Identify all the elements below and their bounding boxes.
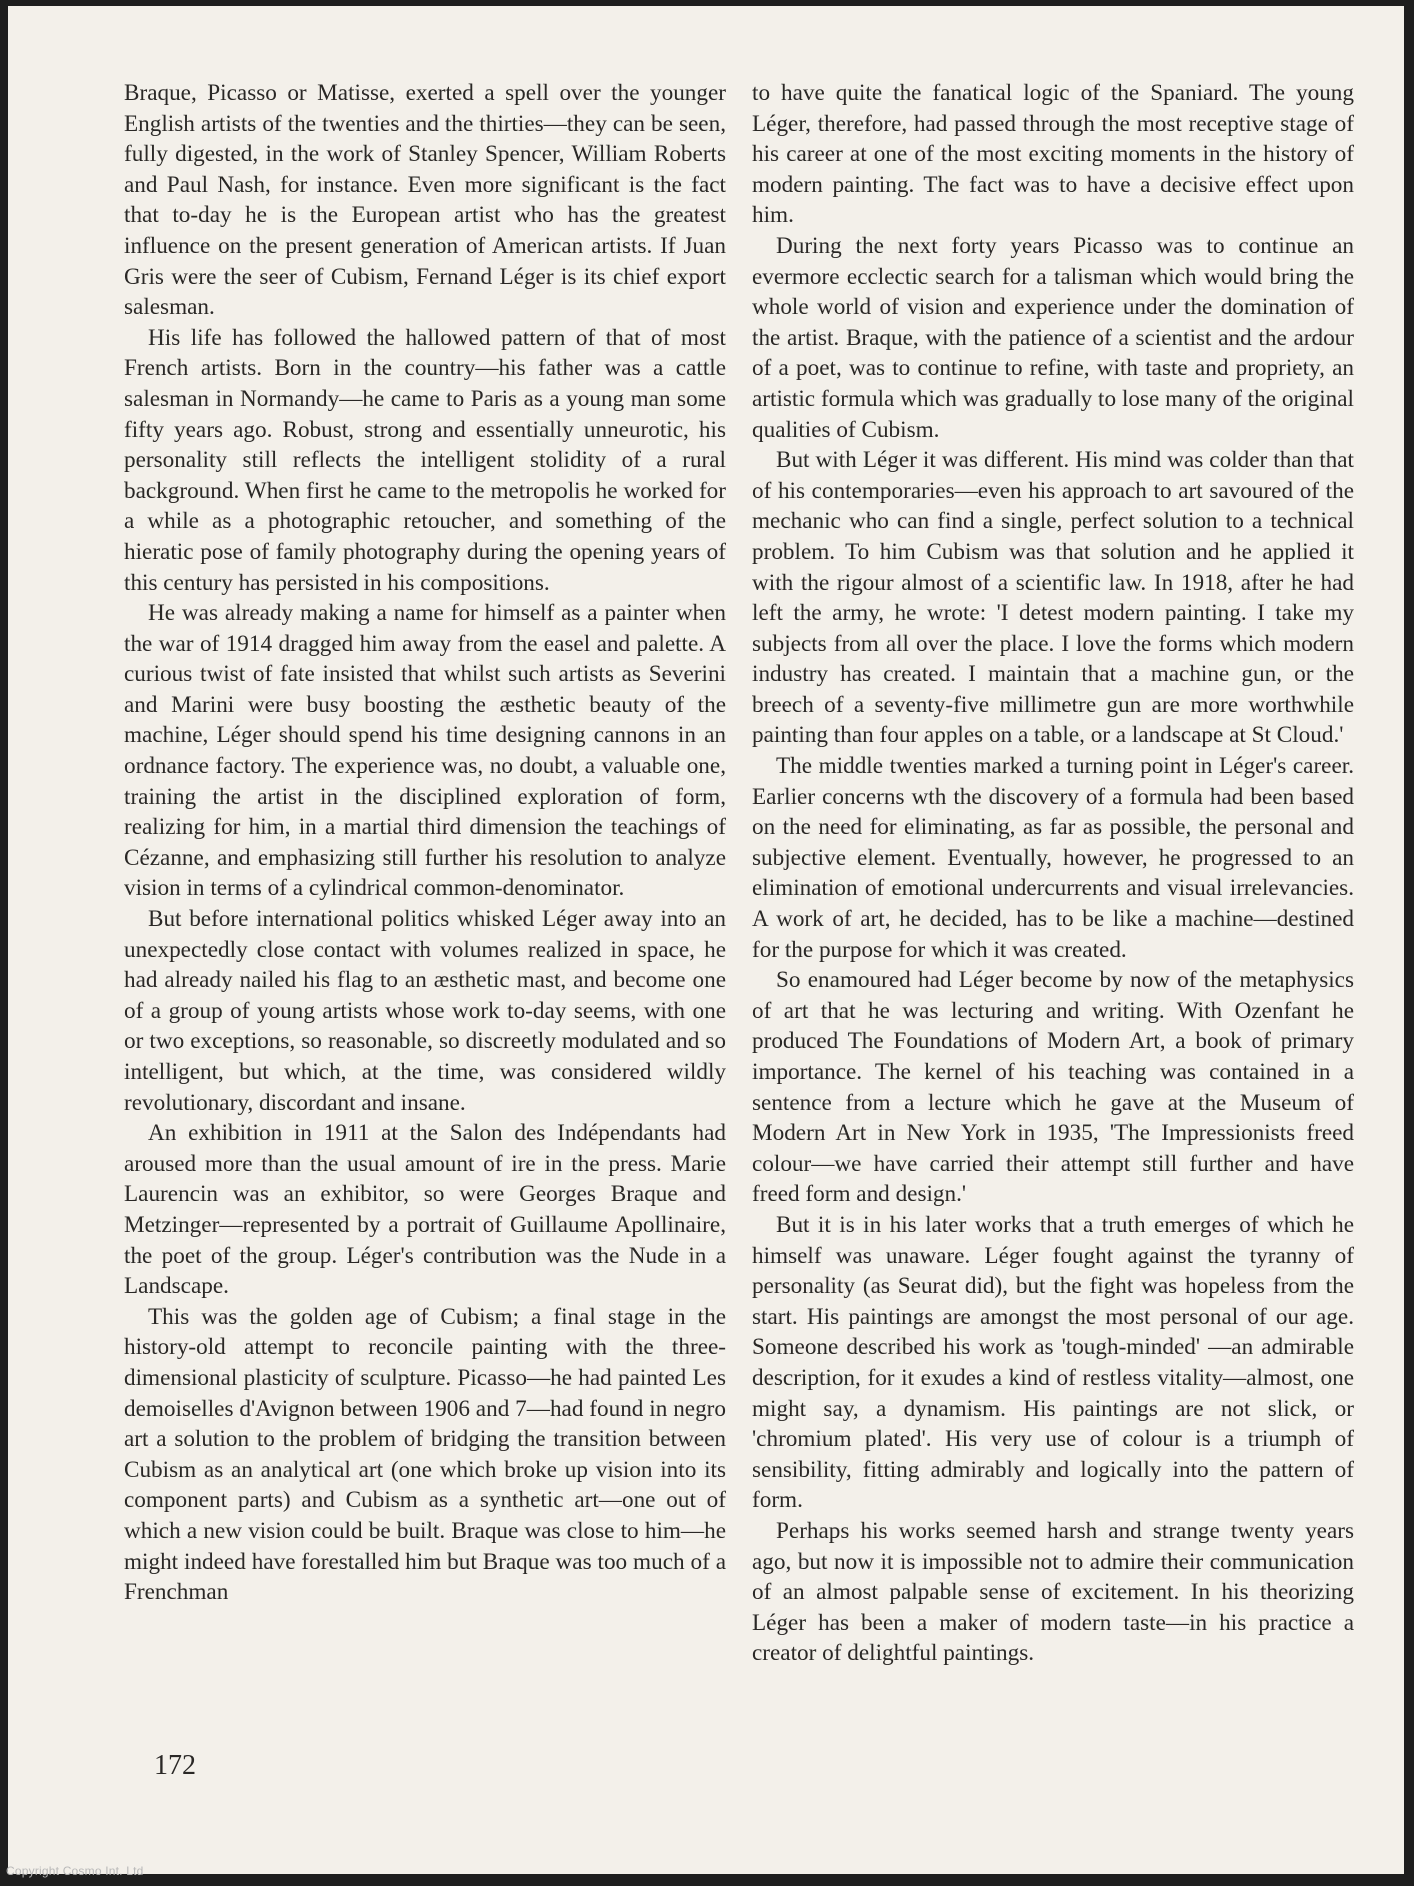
right-column — [752, 78, 1354, 1669]
paragraph: But with Léger it was different. His mind was colder than that of his contemporaries—even his approach to art savoured of the mechanic who can find a single, perfect solution to a technical problem. To him Cubism was that solution and he applied it with the rigour almost of a scientific law. In 1918, after he had left the army, he wrote: 'I detest modern painting. I take my subjects from all over the place. I love the forms which modern industry has created. I maintain that a machine gun, or the breech of a seventy-five millimetre gun are more worthwhile painting than four apples on a table, or a landscape at St Cloud.' — [752, 447, 1354, 749]
paragraph: Braque, Picasso or Matisse, exerted a spell over the younger English artists of the twenties and the thirties—they can be seen, fully digested, in the work of Stanley Spencer, William Roberts and Paul Nash, for instance. Even more significant is the fact that to-day he is the European artist who has the greatest influence on the present generation of American artists. If Juan Gris were the seer of Cubism, Fernand Léger is its chief export salesman. — [124, 80, 726, 321]
paragraph: The middle twenties marked a turning point in Léger's career. Earlier concerns wth the discovery of a formula had been based on the need for eliminating, as far as possible, the personal and subjective element. Eventually, however, he progressed to an elimination of emotional undercurrents and visual irrelevancies. A work of art, he decided, has to be like a machine—destined for the purpose for which it was created. — [752, 753, 1354, 963]
paragraph: His life has followed the hallowed pattern of that of most French artists. Born in the country—his father was a cattle salesman in Normandy—he came to Paris as a young man some fifty years ago. Robust, strong and essentially unneurotic, his personality still reflects the intelligent stolidity of a rural background. When first he came to the metropolis he worked for a while as a photographic retoucher, and something of the hieratic pose of family photography during the opening years of this century has persisted in his compositions. — [124, 324, 726, 596]
paragraph: But it is in his later works that a truth emerges of which he himself was unaware. Léger fought against the tyranny of personality (as Seurat did), but the fight was hopeless from the start. His paintings are amongst the most personal of our age. Someone described his work as 'tough-minded' —an admirable description, for it exudes a kind of restless vitality—almost, one might say, a dynamism. His paintings are not slick, or 'chromium plated'. His very use of colour is a triumph of sensibility, fitting admirably and logically into the pattern of form. — [752, 1211, 1354, 1514]
paragraph: He was already making a name for himself as a painter when the war of 1914 dragged him away from the easel and palette. A curious twist of fate insisted that whilst such artists as Severini and Marini were busy boosting the æsthetic beauty of the machine, Léger should spend his time designing cannons in an ordnance factory. The experience was, no doubt, a valuable one, training the artist in the disciplined exploration of form, realizing for him, in a martial third dimension the teachings of Cézanne, and emphasizing still further his resolution to analyze vision in terms of a cylindrical common-denominator. — [124, 600, 726, 902]
page — [8, 6, 1404, 1874]
paragraph: So enamoured had Léger become by now of the metaphysics of art that he was lecturing and writing. With Ozenfant he produced The Foundations of Modern Art, a book of primary importance. The kernel of his teaching was contained in a sentence from a lecture which he gave at the Museum of Modern Art in New York in 1935, 'The Impressionists freed colour—we have carried their attempt still further and have freed form and design.' — [752, 967, 1354, 1208]
paragraph: Perhaps his works seemed harsh and strange twenty years ago, but now it is impossible not to admire their communication of an almost palpable sense of excitement. In his theorizing Léger has been a maker of modern taste—in his practice a creator of delightful paintings. — [752, 1517, 1354, 1667]
copyright-notice: Copyright Cosmo Int. Ltd — [6, 1864, 144, 1878]
left-column — [124, 78, 726, 1608]
paragraph: During the next forty years Picasso was to continue an evermore ecclectic search for a talisman which would bring the whole world of vision and experience under the domination of the artist. Braque, with the patience of a scientist and the ardour of a poet, was to continue to refine, with taste and propriety, an artistic formula which was gradually to lose many of the original qualities of Cubism. — [752, 232, 1354, 443]
paragraph: An exhibition in 1911 at the Salon des Indépendants had aroused more than the usual amount of ire in the press. Marie Laurencin was an exhibitor, so were Georges Braque and Metzinger—represented by a portrait of Guillaume Apollinaire, the poet of the group. Léger's contribution was the Nude in a Landscape. — [124, 1120, 726, 1300]
page-number: 172 — [154, 1750, 196, 1781]
paragraph: This was the golden age of Cubism; a final stage in the history-old attempt to reconcile painting with the three-dimensional plasticity of sculpture. Picasso—he had painted Les demoiselles d'Avignon between 1906 and 7—had found in negro art a solution to the problem of bridging the transition between Cubism as an analytical art (one which broke up vision into its component parts) and Cubism as a synthetic art—one out of which a new vision could be built. Braque was close to him—he might indeed have forestalled him but Braque was too much of a Frenchman — [124, 1303, 726, 1606]
paragraph: to have quite the fanatical logic of the Spaniard. The young Léger, therefore, had passed through the most receptive stage of his career at one of the most exciting moments in the history of modern painting. The fact was to have a decisive effect upon him. — [752, 80, 1354, 229]
paragraph: But before international politics whisked Léger away into an unexpectedly close contact with volumes realized in space, he had already nailed his flag to an æsthetic mast, and become one of a group of young artists whose work to-day seems, with one or two exceptions, so reasonable, so discreetly modulated and so intelligent, but which, at the time, was considered wildly revolutionary, discordant and insane. — [124, 906, 726, 1116]
